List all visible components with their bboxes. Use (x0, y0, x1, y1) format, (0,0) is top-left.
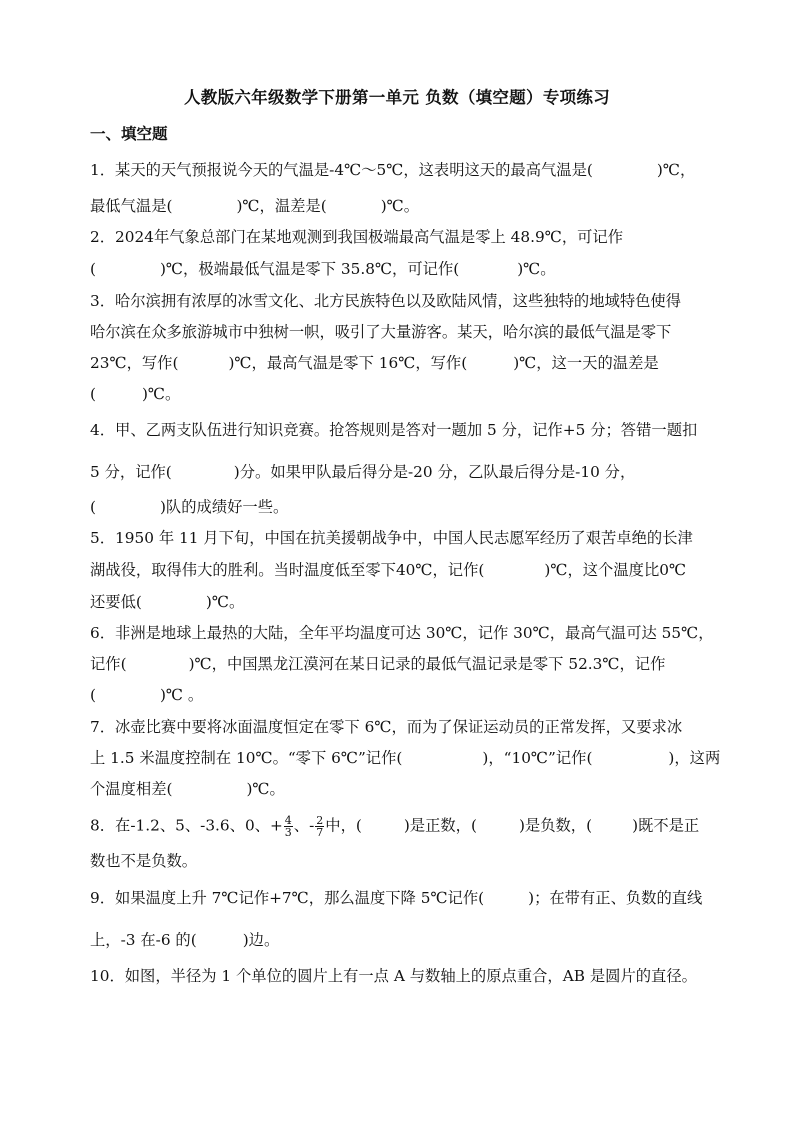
fraction-denominator: 3 (284, 826, 292, 839)
q5-text-b: 湖战役，取得伟大的胜利。当时温度低至零下40℃，记作( (90, 561, 485, 579)
q5-line2 (90, 560, 710, 580)
q2-line2 (90, 259, 710, 279)
section-heading: 一、填空题 (90, 124, 168, 143)
q7-text-b: 上 1.5 米温度控制在 10℃。“零下 6℃”记作( (90, 749, 403, 767)
fraction-numerator: 4 (284, 814, 292, 827)
q8-text-d: )是正数，( (403, 816, 477, 835)
q4-text-b: 5 分，记作( (90, 463, 172, 481)
q5-text-d: 还要低( (90, 593, 142, 611)
q3-line1 (90, 291, 710, 311)
q10-text-a: 10．如图，半径为 1 个单位的圆片上有一点 A 与数轴上的原点重合，AB 是圆片的直径。 (90, 967, 697, 985)
q3-text-e: )℃，这一天的温差是 (513, 354, 659, 372)
q7-line2 (90, 748, 721, 768)
q8-text-b: 、- (293, 816, 315, 835)
q8-text-g: 数也不是负数。 (90, 852, 198, 870)
q6-text-a: 6．非洲是地球上最热的大陆，全年平均温度可达 30℃，记作 30℃，最高气温可达 55℃， (90, 624, 714, 642)
q7-line3 (90, 779, 710, 799)
q8-text-f: )既不是正 (632, 816, 700, 835)
q9-text-a: 9．如果温度上升 7℃记作+7℃，那么温度下降 5℃记作( (90, 889, 485, 907)
q7-text-c: )，“10℃”记作( (482, 749, 593, 767)
fraction-numerator: 2 (316, 814, 324, 827)
page-title: 人教版六年级数学下册第一单元 负数（填空题）专项练习 (183, 88, 611, 107)
q7-text-f: )℃。 (246, 780, 285, 798)
q9-text-b: )；在带有正、负数的直线 (528, 889, 703, 907)
q4-text-c: )分。如果甲队最后得分是-20 分，乙队最后得分是-10 分， (233, 463, 636, 481)
q6-line3 (90, 685, 710, 705)
q6-text-c: )℃，中国黑龙江漠河在某日记录的最低气温记录是零下 52.3℃，记作 (188, 655, 666, 673)
q8-text-a: 8．在-1.2、5、-3.6、0、+ (90, 816, 283, 835)
q3-text-b: 哈尔滨在众多旅游城市中独树一帜，吸引了大量游客。某天，哈尔滨的最低气温是零下 (90, 323, 672, 341)
q6-line2 (90, 654, 710, 674)
q2-line1 (90, 227, 710, 247)
q8-text-e: )是负数，( (518, 816, 593, 835)
q9-text-c: 上，-3 在-6 的( (90, 931, 197, 949)
q4-line2 (90, 462, 710, 482)
q9-line1 (90, 888, 710, 908)
q9-text-d: )边。 (242, 931, 280, 949)
q4-text-e: )队的成绩好一些。 (159, 498, 289, 516)
q1-line1 (90, 160, 710, 180)
q1-text-d: )℃，温差是( (236, 197, 327, 215)
q8-line2 (90, 851, 710, 871)
q5-line3 (90, 592, 710, 612)
q5-text-c: )℃，这个温度比0℃ (544, 561, 687, 579)
q5-line1 (90, 528, 710, 548)
q2-text-a: 2．2024年气象总部门在某地观测到我国极端最高气温是零上 48.9℃，可记作 (90, 228, 624, 246)
q7-line1 (90, 717, 710, 737)
q3-text-g: )℃。 (141, 385, 181, 403)
q4-line1 (90, 420, 710, 440)
q1-text-b: )℃， (656, 161, 696, 179)
q7-text-d: )，这两 (668, 749, 721, 767)
q9-line2 (90, 930, 710, 950)
q1-line2 (90, 196, 710, 216)
q8-line1 (90, 815, 710, 838)
q1-text-a: 1．某天的天气预报说今天的气温是-4℃～5℃，这表明这天的最高气温是( (90, 161, 593, 179)
q2-text-c: )℃，极端最低气温是零下 35.8℃，可记作( (159, 260, 460, 278)
q3-text-f: ( (90, 385, 96, 403)
fraction-denominator: 7 (316, 826, 324, 839)
fraction-four-thirds (284, 815, 293, 838)
q1-text-e: )℃。 (380, 197, 420, 215)
q4-line3 (90, 497, 710, 517)
q3-text-a: 3．哈尔滨拥有浓厚的冰雪文化、北方民族特色以及欧陆风情，这些独特的地域特色使得 (90, 292, 682, 310)
q5-text-a: 5．1950 年 11 月下旬，中国在抗美援朝战争中，中国人民志愿军经历了艰苦卓绝的长津 (90, 529, 693, 547)
q3-line4 (90, 384, 710, 404)
q4-text-a: 4．甲、乙两支队伍进行知识竞赛。抢答规则是答对一题加 5 分，记作+5 分；答错一题扣 (90, 421, 698, 439)
q8-text-c: 中，( (325, 816, 362, 835)
q7-text-e: 个温度相差( (90, 780, 173, 798)
q2-text-d: )℃。 (517, 260, 556, 278)
q7-text-a: 7．冰壶比赛中要将冰面温度恒定在零下 6℃，而为了保证运动员的正常发挥，又要求冰 (90, 718, 683, 736)
q1-text-c: 最低气温是( (90, 197, 173, 215)
q3-line3 (90, 353, 710, 373)
q2-text-b: ( (90, 260, 96, 278)
q6-text-b: 记作( (90, 655, 127, 673)
q3-text-c: 23℃，写作( (90, 354, 179, 372)
fraction-two-sevenths (315, 815, 324, 838)
q3-line2 (90, 322, 710, 342)
q4-text-d: ( (90, 498, 96, 516)
q6-line1 (90, 623, 714, 643)
q5-text-e: )℃。 (205, 593, 245, 611)
q6-text-d: ( (90, 686, 96, 704)
q3-text-d: )℃，最高气温是零下 16℃，写作( (228, 354, 468, 372)
q10-line1 (90, 966, 710, 986)
q6-text-e: )℃ 。 (159, 686, 204, 704)
